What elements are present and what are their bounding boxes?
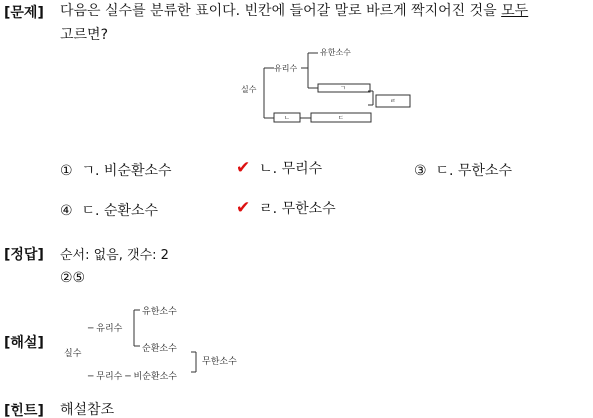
explanation-diagram: [60, 300, 260, 386]
diagram-box-l: ㄴ: [284, 115, 290, 122]
explanation-rational: ─ 유리수: [88, 324, 123, 334]
problem-text-line1: [60, 1, 528, 21]
diagram-rational-label: 유리수: [274, 64, 298, 73]
option-3[interactable]: [414, 160, 512, 180]
diagram-box-d: ㄷ: [338, 115, 344, 122]
answer-tag: [정답]: [4, 247, 44, 263]
answer-value: ②⑤: [60, 270, 86, 286]
explanation-root: 실수: [64, 349, 82, 359]
classification-diagram: [236, 42, 416, 128]
option-1[interactable]: [60, 160, 172, 180]
hint-text: 해설참조: [60, 402, 115, 418]
explanation-recurring: 순환소수: [142, 344, 177, 354]
problem-text: 다음은 실수를 분류한 표이다. 빈칸에 들어갈 말로 바르게 짝지어진 것을: [60, 3, 502, 19]
problem-tag: [문제]: [4, 5, 44, 21]
option-text: ㄷ. 무한소수: [435, 163, 512, 179]
diagram-box-g: ㄱ: [340, 85, 346, 92]
explanation-infinite: 무한소수: [202, 357, 237, 367]
check-mark-icon: ✔: [236, 198, 251, 218]
hint-tag: [힌트]: [4, 403, 44, 418]
answer-meta: 순서: 없음, 갯수: 2: [60, 248, 169, 263]
option-text: ㄱ. 비순환소수: [81, 163, 172, 179]
problem-emphasis: 모두: [501, 3, 529, 19]
explanation-tag: [해설]: [4, 335, 44, 351]
option-number: ④: [60, 203, 73, 219]
problem-text-line2: 고르면?: [60, 27, 109, 43]
option-4[interactable]: [60, 200, 158, 220]
option-text: ㄴ. 무리수: [259, 161, 323, 177]
option-text: ㄹ. 무한소수: [259, 201, 336, 217]
option-text: ㄷ. 순환소수: [81, 203, 158, 219]
explanation-finite: 유한소수: [142, 307, 177, 317]
diagram-finite-label: 유한소수: [320, 48, 351, 57]
explanation-irrational: ─ 무리수 ─ 비순환소수: [88, 372, 177, 382]
option-5[interactable]: [236, 198, 336, 218]
option-2[interactable]: [236, 158, 322, 178]
diagram-box-r: ㄹ: [390, 98, 396, 105]
check-mark-icon: ✔: [236, 158, 251, 178]
diagram-root-label: 실수: [241, 85, 257, 94]
option-number: ①: [60, 163, 73, 179]
option-number: ③: [414, 163, 427, 179]
